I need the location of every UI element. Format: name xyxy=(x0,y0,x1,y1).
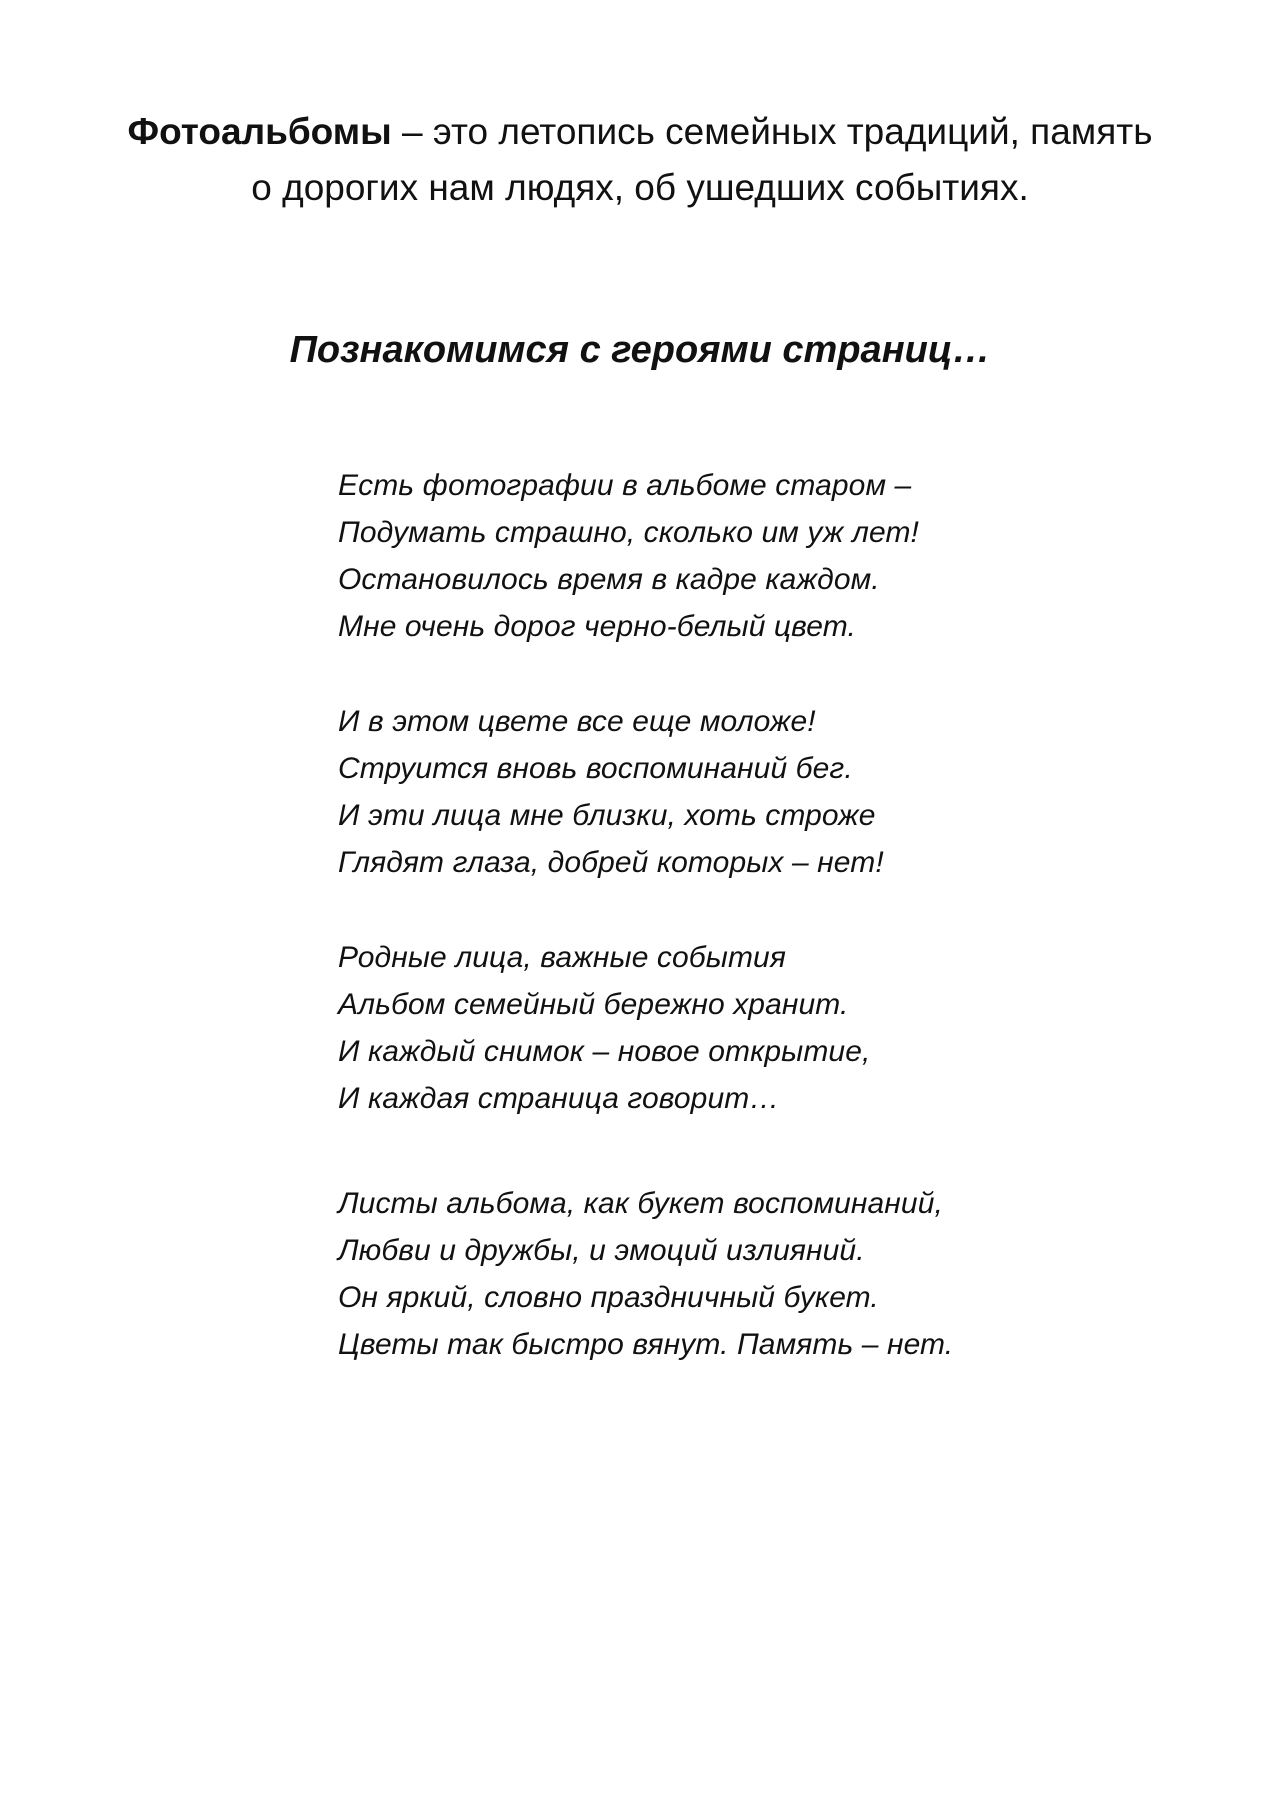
poem-line: Есть фотографии в альбоме старом – xyxy=(338,469,912,502)
poem-line: Остановилось время в кадре каждом. xyxy=(338,563,880,596)
poem-stanza-2 xyxy=(338,698,1098,886)
intro-line-1 xyxy=(0,104,1280,160)
poem-line: Родные лица, важные события xyxy=(338,941,786,974)
poem-line: Любви и дружбы, и эмоций излияний. xyxy=(338,1234,865,1267)
intro-line-2: о дорогих нам людях, об ушедших событиях. xyxy=(251,167,1029,208)
poem-line: Струится вновь воспоминаний бег. xyxy=(338,752,853,785)
poem-stanza-4 xyxy=(338,1180,1098,1368)
poem-line: Листы альбома, как букет воспоминаний, xyxy=(338,1187,943,1220)
poem-line: И каждый снимок – новое открытие, xyxy=(338,1035,871,1068)
intro-line-1-text: – это летопись семейных традиций, память xyxy=(391,111,1153,152)
poem xyxy=(338,462,1098,1368)
poem-stanza-1 xyxy=(338,462,1098,650)
poem-stanza-3 xyxy=(338,934,1098,1122)
poem-line: И в этом цвете все еще моложе! xyxy=(338,705,816,738)
poem-line: Подумать страшно, сколько им уж лет! xyxy=(338,516,919,549)
poem-line: Мне очень дорог черно-белый цвет. xyxy=(338,610,856,643)
poem-line: Цветы так быстро вянут. Память – нет. xyxy=(338,1328,954,1361)
poem-line: Глядят глаза, добрей которых – нет! xyxy=(338,846,884,879)
poem-line: И эти лица мне близки, хоть строже xyxy=(338,799,876,832)
poem-line: Он яркий, словно праздничный букет. xyxy=(338,1281,879,1314)
intro-lead-term: Фотоальбомы xyxy=(127,111,392,152)
intro-paragraph xyxy=(0,104,1280,216)
section-subheading: Познакомимся с героями страниц… xyxy=(289,329,991,371)
poem-line: И каждая страница говорит… xyxy=(338,1082,780,1115)
poem-line: Альбом семейный бережно хранит. xyxy=(338,988,849,1021)
